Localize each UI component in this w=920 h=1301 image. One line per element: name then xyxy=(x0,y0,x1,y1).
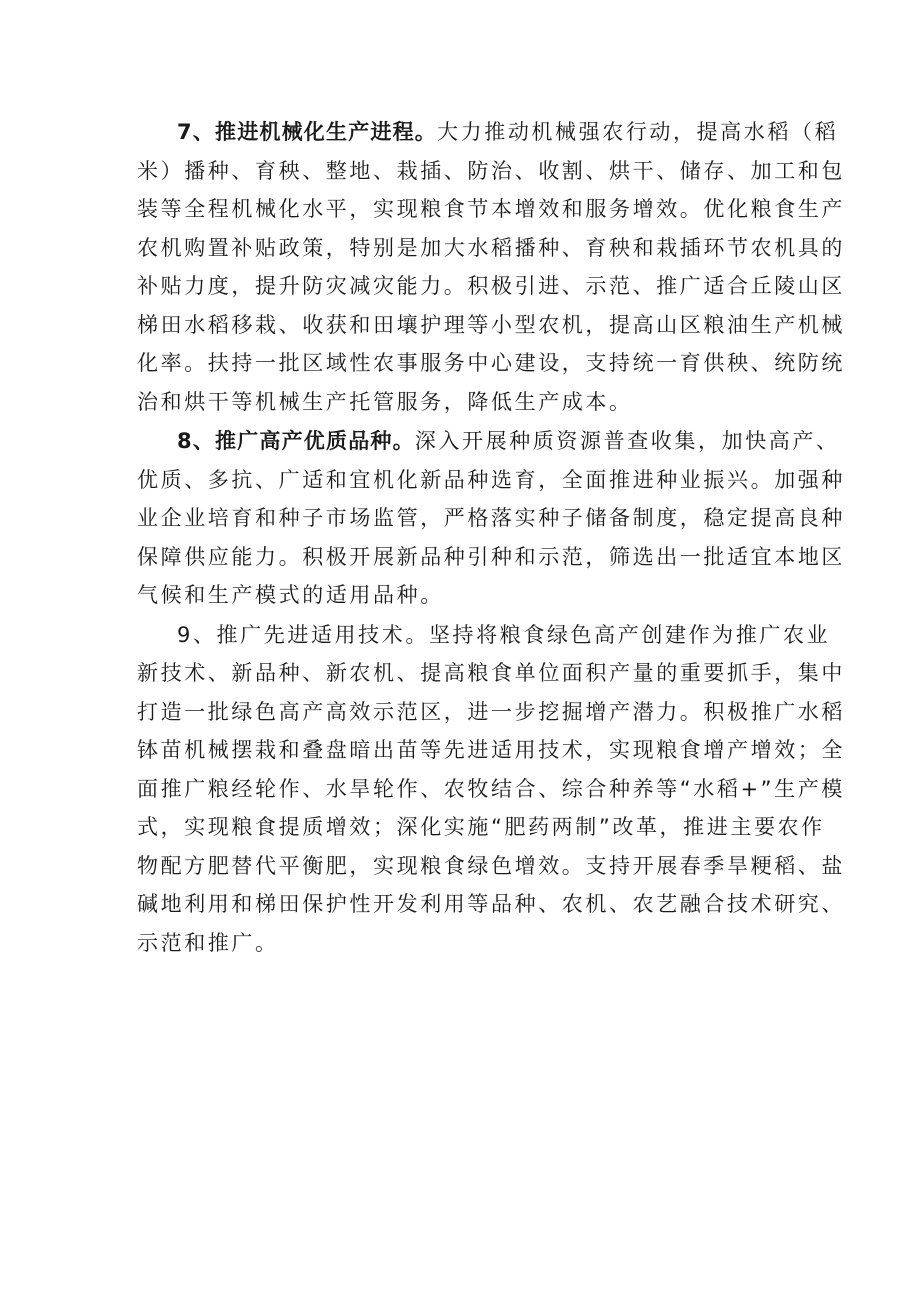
paragraph-line: 钵苗机械摆栽和叠盘暗出苗等先进适用技术，实现粮食增产增效；全 xyxy=(137,738,845,762)
paragraph-9 xyxy=(137,616,845,963)
paragraph-7 xyxy=(137,113,845,421)
paragraph-line: 农机购置补贴政策，特别是加大水稻播种、育秧和栽插环节农机具的 xyxy=(137,235,845,260)
paragraph-line: 治和烘干等机械生产托管服务，降低生产成本。 xyxy=(137,389,633,414)
paragraph-line: 式，实现粮食提质增效；深化实施“肥药两制”改革，推进主要农作 xyxy=(137,815,825,839)
section-heading: 8、推广高产优质品种。 xyxy=(177,429,415,453)
section-heading: 7、推进机械化生产进程。 xyxy=(177,120,438,144)
paragraph-line: 装等全程机械化水平，实现粮食节本增效和服务增效。优化粮食生产 xyxy=(137,197,845,221)
paragraph-line: 示范和推广。 xyxy=(137,930,279,955)
paragraph-line: 打造一批绿色高产高效示范区，进一步挖掘增产潜力。积极推广水稻 xyxy=(137,699,845,724)
paragraph-line: 补贴力度，提升防灾减灾能力。积极引进、示范、推广适合丘陵山区 xyxy=(137,274,845,298)
paragraph-line: 米）播种、育秧、整地、栽插、防治、收割、烘干、储存、加工和包 xyxy=(137,158,845,183)
paragraph-line: 面推广粮经轮作、水旱轮作、农牧结合、综合种养等“水稻+”生产模 xyxy=(137,776,845,801)
paragraph-line: 优质、多抗、广适和宜机化新品种选育，全面推进种业振兴。加强种 xyxy=(137,467,845,492)
paragraph-line: 新技术、新品种、新农机、提高粮食单位面积产量的重要抓手，集中 xyxy=(137,661,845,685)
paragraph-line xyxy=(137,113,839,152)
paragraph-line: 9、推广先进适用技术。坚持将粮食绿色高产创建作为推广农业 xyxy=(177,622,831,647)
paragraph-line: 保障供应能力。积极开展新品种引种和示范，筛选出一批适宜本地区 xyxy=(137,544,845,569)
paragraph-line: 碱地利用和梯田保护性开发利用等品种、农机、农艺融合技术研究、 xyxy=(137,892,845,916)
paragraph-8 xyxy=(137,422,845,615)
document-body xyxy=(137,113,845,963)
paragraph-text: 深入开展种质资源普查收集，加快高产、 xyxy=(414,429,840,453)
paragraph-line: 化率。扶持一批区域性农事服务中心建设，支持统一育供秧、统防统 xyxy=(137,351,845,375)
paragraph-line xyxy=(137,422,840,461)
paragraph-line: 业企业培育和种子市场监管，严格落实种子储备制度，稳定提高良种 xyxy=(137,506,845,530)
paragraph-line: 物配方肥替代平衡肥，实现粮食绿色增效。支持开展春季旱粳稻、盐 xyxy=(137,853,845,878)
paragraph-line: 气候和生产模式的适用品种。 xyxy=(137,583,444,607)
paragraph-text: 大力推动机械强农行动，提高水稻（稻 xyxy=(437,120,839,144)
paragraph-line: 梯田水稻移栽、收获和田壤护理等小型农机，提高山区粮油生产机械 xyxy=(137,312,845,337)
